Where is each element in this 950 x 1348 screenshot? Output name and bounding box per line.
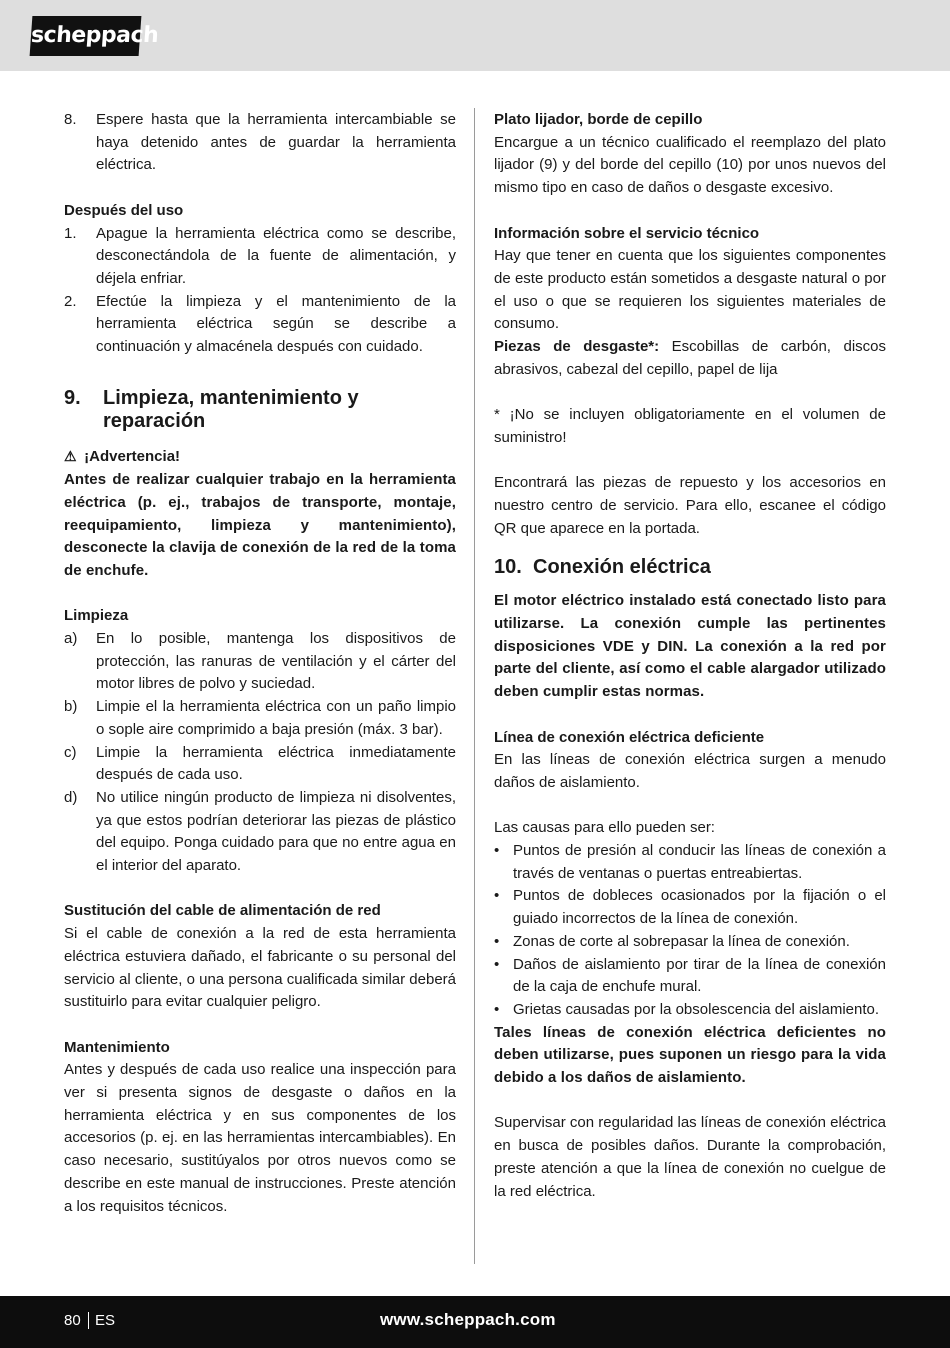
list-item [64,109,456,177]
bullet: • [494,932,500,950]
bullet: • [494,955,500,973]
list-item [64,291,456,359]
warning-triangle-icon: ⚠ [64,448,77,465]
list-item-text: Puntos de presión al conducir las líneas de conexión a través de ventanas o puertas entreabiertas. [513,842,886,882]
list-item [494,840,886,885]
footnote: * ¡No se incluyen obligatoriamente en el volumen de suministro! [494,406,886,446]
list-item-text: Zonas de corte al sobrepasar la línea de conexión. [513,932,850,950]
warning-heading [64,445,456,469]
page-header [0,0,950,71]
list-item-number: 1. [64,224,77,242]
scheppach-logo: scheppach [30,16,142,56]
cable-text: Si el cable de conexión a la red de esta herramienta eléctrica estuviera dañado, el fabricante o su personal del servicio al cliente, o una persona cualificada similar deberá sustituirlo para evitar cualquier peligro. [64,925,456,1011]
list-item [64,223,456,291]
list-item-text: Puntos de dobleces ocasionados por la fijación o el guiado incorrectos de la línea de conexión. [513,887,886,928]
list-item [64,742,456,787]
list-item [494,999,886,1022]
maintenance-heading: Mantenimiento [64,1038,170,1056]
list-item-text: Daños de aislamiento por tirar de la línea de conexión de la caja de enchufe mural. [513,955,886,996]
list-item [494,931,886,954]
section-10-heading [494,556,886,579]
danger-text: Tales líneas de conexión eléctrica deficientes no deben utilizarse, pues suponen un riesgo para la vida debido a los daños de aislamiento. [494,1023,886,1087]
plate-text: Encargue a un técnico cualificado el reemplazo del plato lijador (9) y del borde del cepillo (10) por unos nuevos del mismo tipo en caso de daños o desgaste excesivo. [494,133,886,197]
section-number: 10. [494,556,522,579]
list-item-letter: a) [64,630,78,648]
section-title: Conexión eléctrica [533,556,711,579]
bullet: • [494,1000,500,1018]
list-item-text: Limpie el la herramienta eléctrica con un paño limpio o sople aire comprimido a baja presión (máx. 3 bar). [96,698,456,738]
wear-parts-label: Piezas de desgaste*: [494,338,660,356]
footer-separator [88,1312,89,1329]
list-item-text: En lo posible, mantenga los dispositivos de protección, las ranuras de ventilación y el cárter del motor libres de polvo y suciedad. [96,630,456,693]
language-code: ES [95,1312,116,1329]
cable-heading: Sustitución del cable de alimentación de red [64,902,381,920]
faulty-heading: Línea de conexión eléctrica deficiente [494,728,765,746]
list-item [64,628,456,696]
wear-parts [494,336,886,381]
faulty-text: En las líneas de conexión eléctrica surgen a menudo daños de aislamiento. [494,751,886,791]
list-item-text: Espere hasta que la herramienta intercambiable se haya detenido antes de guardar la herramienta eléctrica. [96,111,456,174]
list-item-letter: d) [64,788,78,806]
list-item [64,787,456,878]
column-divider [474,108,475,1264]
list-item-number: 2. [64,292,77,310]
list-item-text: Efectúe la limpieza y el mantenimiento de la herramienta eléctrica según se describe a continuación y almacénela después con cuidado. [96,292,456,356]
warning-text: Antes de realizar cualquier trabajo en la herramienta eléctrica (p. ej., trabajos de transporte, montaje, reequipamiento, limpieza y mantenimiento), desconecte la clavija de conexión de la red de la toma de enchufe. [64,471,456,579]
list-item-text: Apague la herramienta eléctrica como se describe, desconectándola de la fuente de alimentación, y déjela enfriar. [96,224,456,287]
spares-text: Encontrará las piezas de repuesto y los accesorios en nuestro centro de servicio. Para ello, escanee el código QR que aparece en la portada. [494,474,886,537]
list-item [64,696,456,741]
list-item-letter: c) [64,743,77,761]
wear-parts-text: Escobillas de carbón, discos abrasivos, cabezal del cepillo, papel de lija [494,338,886,378]
warning-title: ¡Advertencia! [84,448,181,466]
section-number: 9. [64,387,81,410]
page-footer [0,1296,950,1348]
cleaning-heading: Limpieza [64,607,129,625]
service-heading: Información sobre el servicio técnico [494,224,760,242]
list-item-text: Limpie la herramienta eléctrica inmediatamente después de cada uso. [96,743,456,784]
maintenance-text: Antes y después de cada uso realice una inspección para ver si presenta signos de desgaste o daños en la herramienta eléctrica y en sus componentes de los accesorios (p. ej. en las herramientas intercambiables). En caso necesario, sustitúyalos por otros nuevos como se describe en este manual de instrucciones. Preste atención a los requisitos técnicos. [64,1061,456,1215]
list-item-text: Grietas causadas por la obsolescencia del aislamiento. [513,1000,880,1018]
service-text: Hay que tener en cuenta que los siguientes componentes de este producto están sometidos a desgaste natural o por el uso o que se requieren los siguientes materiales de consumo. [494,247,886,333]
list-item-text: No utilice ningún producto de limpieza ni disolventes, ya que estos podrían deteriorar las piezas de plástico del equipo. Ponga cuidado para que no entre agua en el interior del aparato. [96,788,456,875]
left-column [64,109,456,1218]
list-item-letter: b) [64,698,78,716]
plate-heading: Plato lijador, borde de cepillo [494,111,703,128]
page-number: 80 [64,1312,81,1329]
bullet: • [494,887,500,905]
list-item [494,885,886,930]
section-9-heading [64,387,456,433]
website-url: www.scheppach.com [380,1310,556,1329]
bullet: • [494,842,500,860]
section-title: Limpieza, mantenimiento y reparación [103,387,359,433]
motor-text: El motor eléctrico instalado está conectado listo para utilizarse. La conexión cumple las pertinentes disposiciones VDE y DIN. La conexión a la red por parte del cliente, así como el cable alargador utilizado deben cumplir estas normas. [494,592,886,701]
after-use-heading: Después del uso [64,201,184,219]
list-item-number: 8. [64,111,77,128]
list-item [494,954,886,999]
causes-intro: Las causas para ello pueden ser: [494,819,715,837]
right-column [494,109,886,1203]
supervise-text: Supervisar con regularidad las líneas de conexión eléctrica en busca de posibles daños. Durante la comprobación, preste atención a que la línea de conexión no cuelgue de la red eléctrica. [494,1114,886,1200]
